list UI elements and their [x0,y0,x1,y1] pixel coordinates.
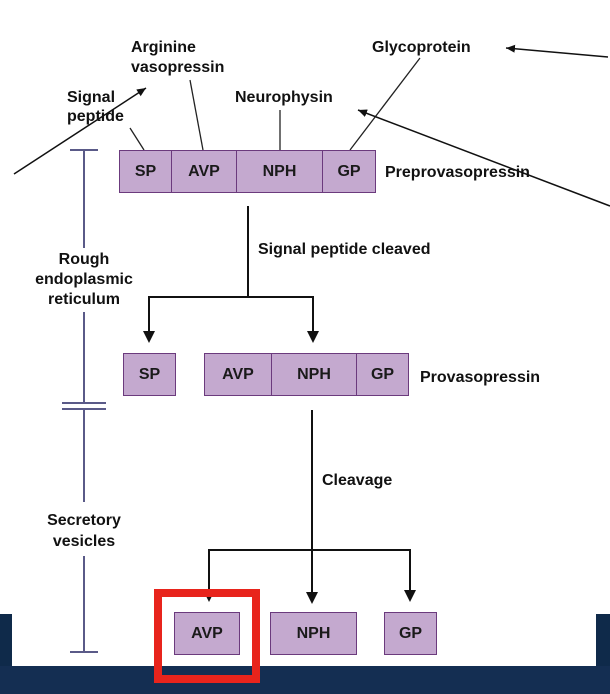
highlight-box [154,589,260,683]
label-signal-line1: Signal [67,89,116,106]
pro-sp-box: SP [123,353,176,396]
label-secretory-line1: Secretory [47,512,121,529]
final-avp-box: AVP [174,612,240,655]
stage-bracket [62,150,106,652]
pro-avp-box: AVP [204,353,272,396]
label-secretory-line2: vesicles [52,533,116,550]
label-provasopressin: Provasopressin [420,369,541,386]
label-signal-cleaved: Signal peptide cleaved [258,241,431,258]
label-rough-line2: endoplasmic [35,271,133,288]
label-rough-line1: Rough [58,251,110,268]
label-arginine-line2: vasopressin [131,59,225,76]
pre-sp-box: SP [119,150,172,193]
flow-arrows [149,206,410,594]
pro-gp-box: GP [356,353,409,396]
pro-nph-box: NPH [271,353,357,396]
label-neurophysin: Neurophysin [235,89,333,106]
label-glycoprotein: Glycoprotein [372,39,471,56]
final-gp-box: GP [384,612,437,655]
label-signal-line2: peptide [67,108,124,125]
label-arginine-line1: Arginine [131,39,196,56]
pre-avp-box: AVP [171,150,237,193]
label-preprovasopressin: Preprovasopressin [385,164,530,181]
pre-nph-box: NPH [236,150,323,193]
label-cleavage: Cleavage [322,472,393,489]
final-nph-box: NPH [270,612,357,655]
label-rough-line3: reticulum [47,291,120,308]
pre-gp-box: GP [322,150,376,193]
